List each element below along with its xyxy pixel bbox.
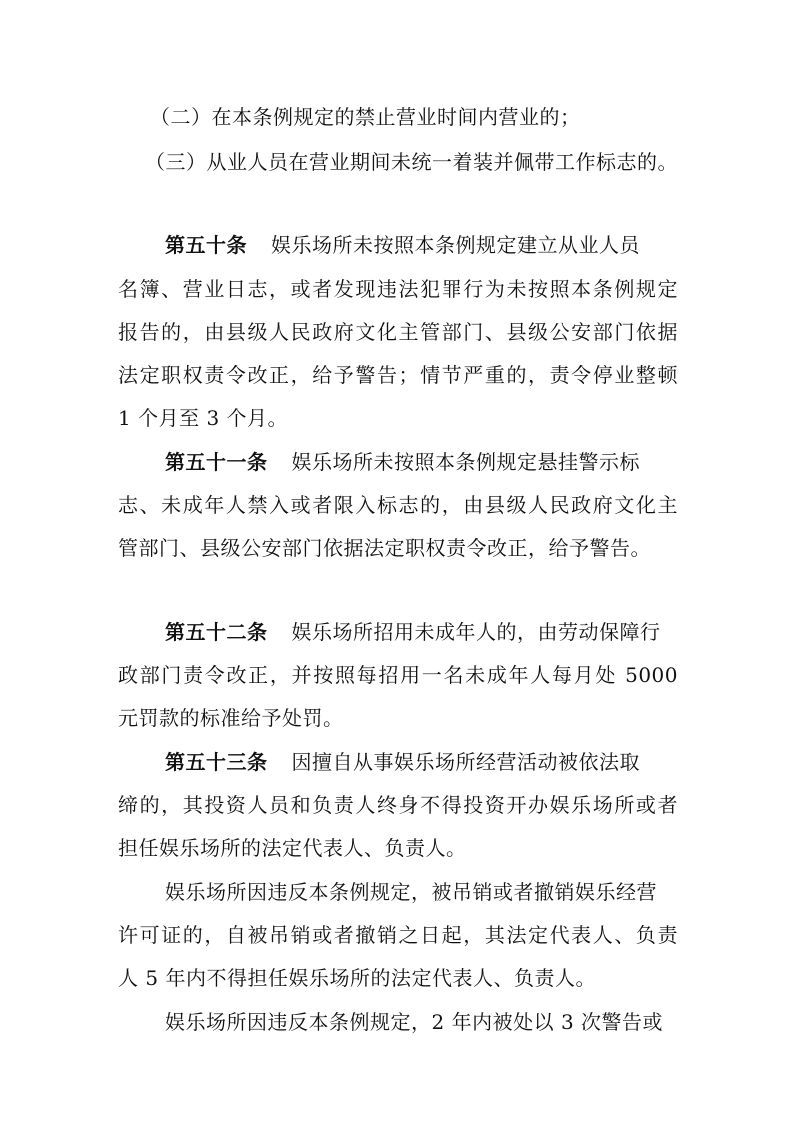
article-50-line-2: 名簿、营业日志，或者发现违法犯罪行为未按照本条例规定 xyxy=(118,277,678,301)
article-52-label: 第五十二条 xyxy=(165,620,268,644)
article-50-line-4: 法定职权责令改正，给予警告；情节严重的，责令停业整顿 xyxy=(118,363,678,387)
article-53-para-2-line-1: 娱乐场所因违反本条例规定，被吊销或者撤销娱乐经营 xyxy=(165,880,657,904)
article-50-text-1: 娱乐场所未按照本条例规定建立从业人员 xyxy=(271,233,640,257)
article-53-text-1: 因擅自从事娱乐场所经营活动被依法取 xyxy=(291,750,640,774)
article-50-line-1 xyxy=(165,231,672,259)
article-52-text-1: 娱乐场所招用未成年人的，由劳动保障行 xyxy=(291,620,661,644)
article-51-label: 第五十一条 xyxy=(165,450,268,474)
article-50-label: 第五十条 xyxy=(165,233,247,257)
article-53-line-3: 担任娱乐场所的法定代表人、负责人。 xyxy=(118,836,467,860)
item-2-text: （二）在本条例规定的禁止营业时间内营业的； xyxy=(150,105,581,129)
article-52-line-1 xyxy=(165,618,672,646)
item-3-text: （三）从业人员在营业期间未统一着装并佩带工作标志的。 xyxy=(145,150,678,174)
article-53-line-1 xyxy=(165,748,672,776)
article-51-line-3: 管部门、县级公安部门依据法定职权责令改正，给予警告。 xyxy=(118,536,651,560)
article-53-line-2: 缔的，其投资人员和负责人终身不得投资开办娱乐场所或者 xyxy=(118,793,678,817)
article-53-para-3-line-1: 娱乐场所因违反本条例规定，2 年内被处以 3 次警告或 xyxy=(165,1010,664,1034)
article-52-line-3: 元罚款的标准给予处罚。 xyxy=(118,706,344,730)
article-51-line-1 xyxy=(165,448,672,476)
article-50-line-3: 报告的，由县级人民政府文化主管部门、县级公安部门依据 xyxy=(118,320,678,344)
article-53-para-2-line-2: 许可证的，自被吊销或者撤销之日起，其法定代表人、负责 xyxy=(118,923,678,947)
article-53-para-2-line-3: 人 5 年内不得担任娱乐场所的法定代表人、负责人。 xyxy=(118,966,596,990)
article-53-label: 第五十三条 xyxy=(165,750,268,774)
article-50-line-5: 1 个月至 3 个月。 xyxy=(118,406,289,430)
article-51-text-1: 娱乐场所未按照本条例规定悬挂警示标 xyxy=(291,450,640,474)
article-51-line-2: 志、未成年人禁入或者限入标志的，由县级人民政府文化主 xyxy=(118,493,678,517)
article-52-line-2: 政部门责令改正，并按照每招用一名未成年人每月处 5000 xyxy=(118,663,678,687)
